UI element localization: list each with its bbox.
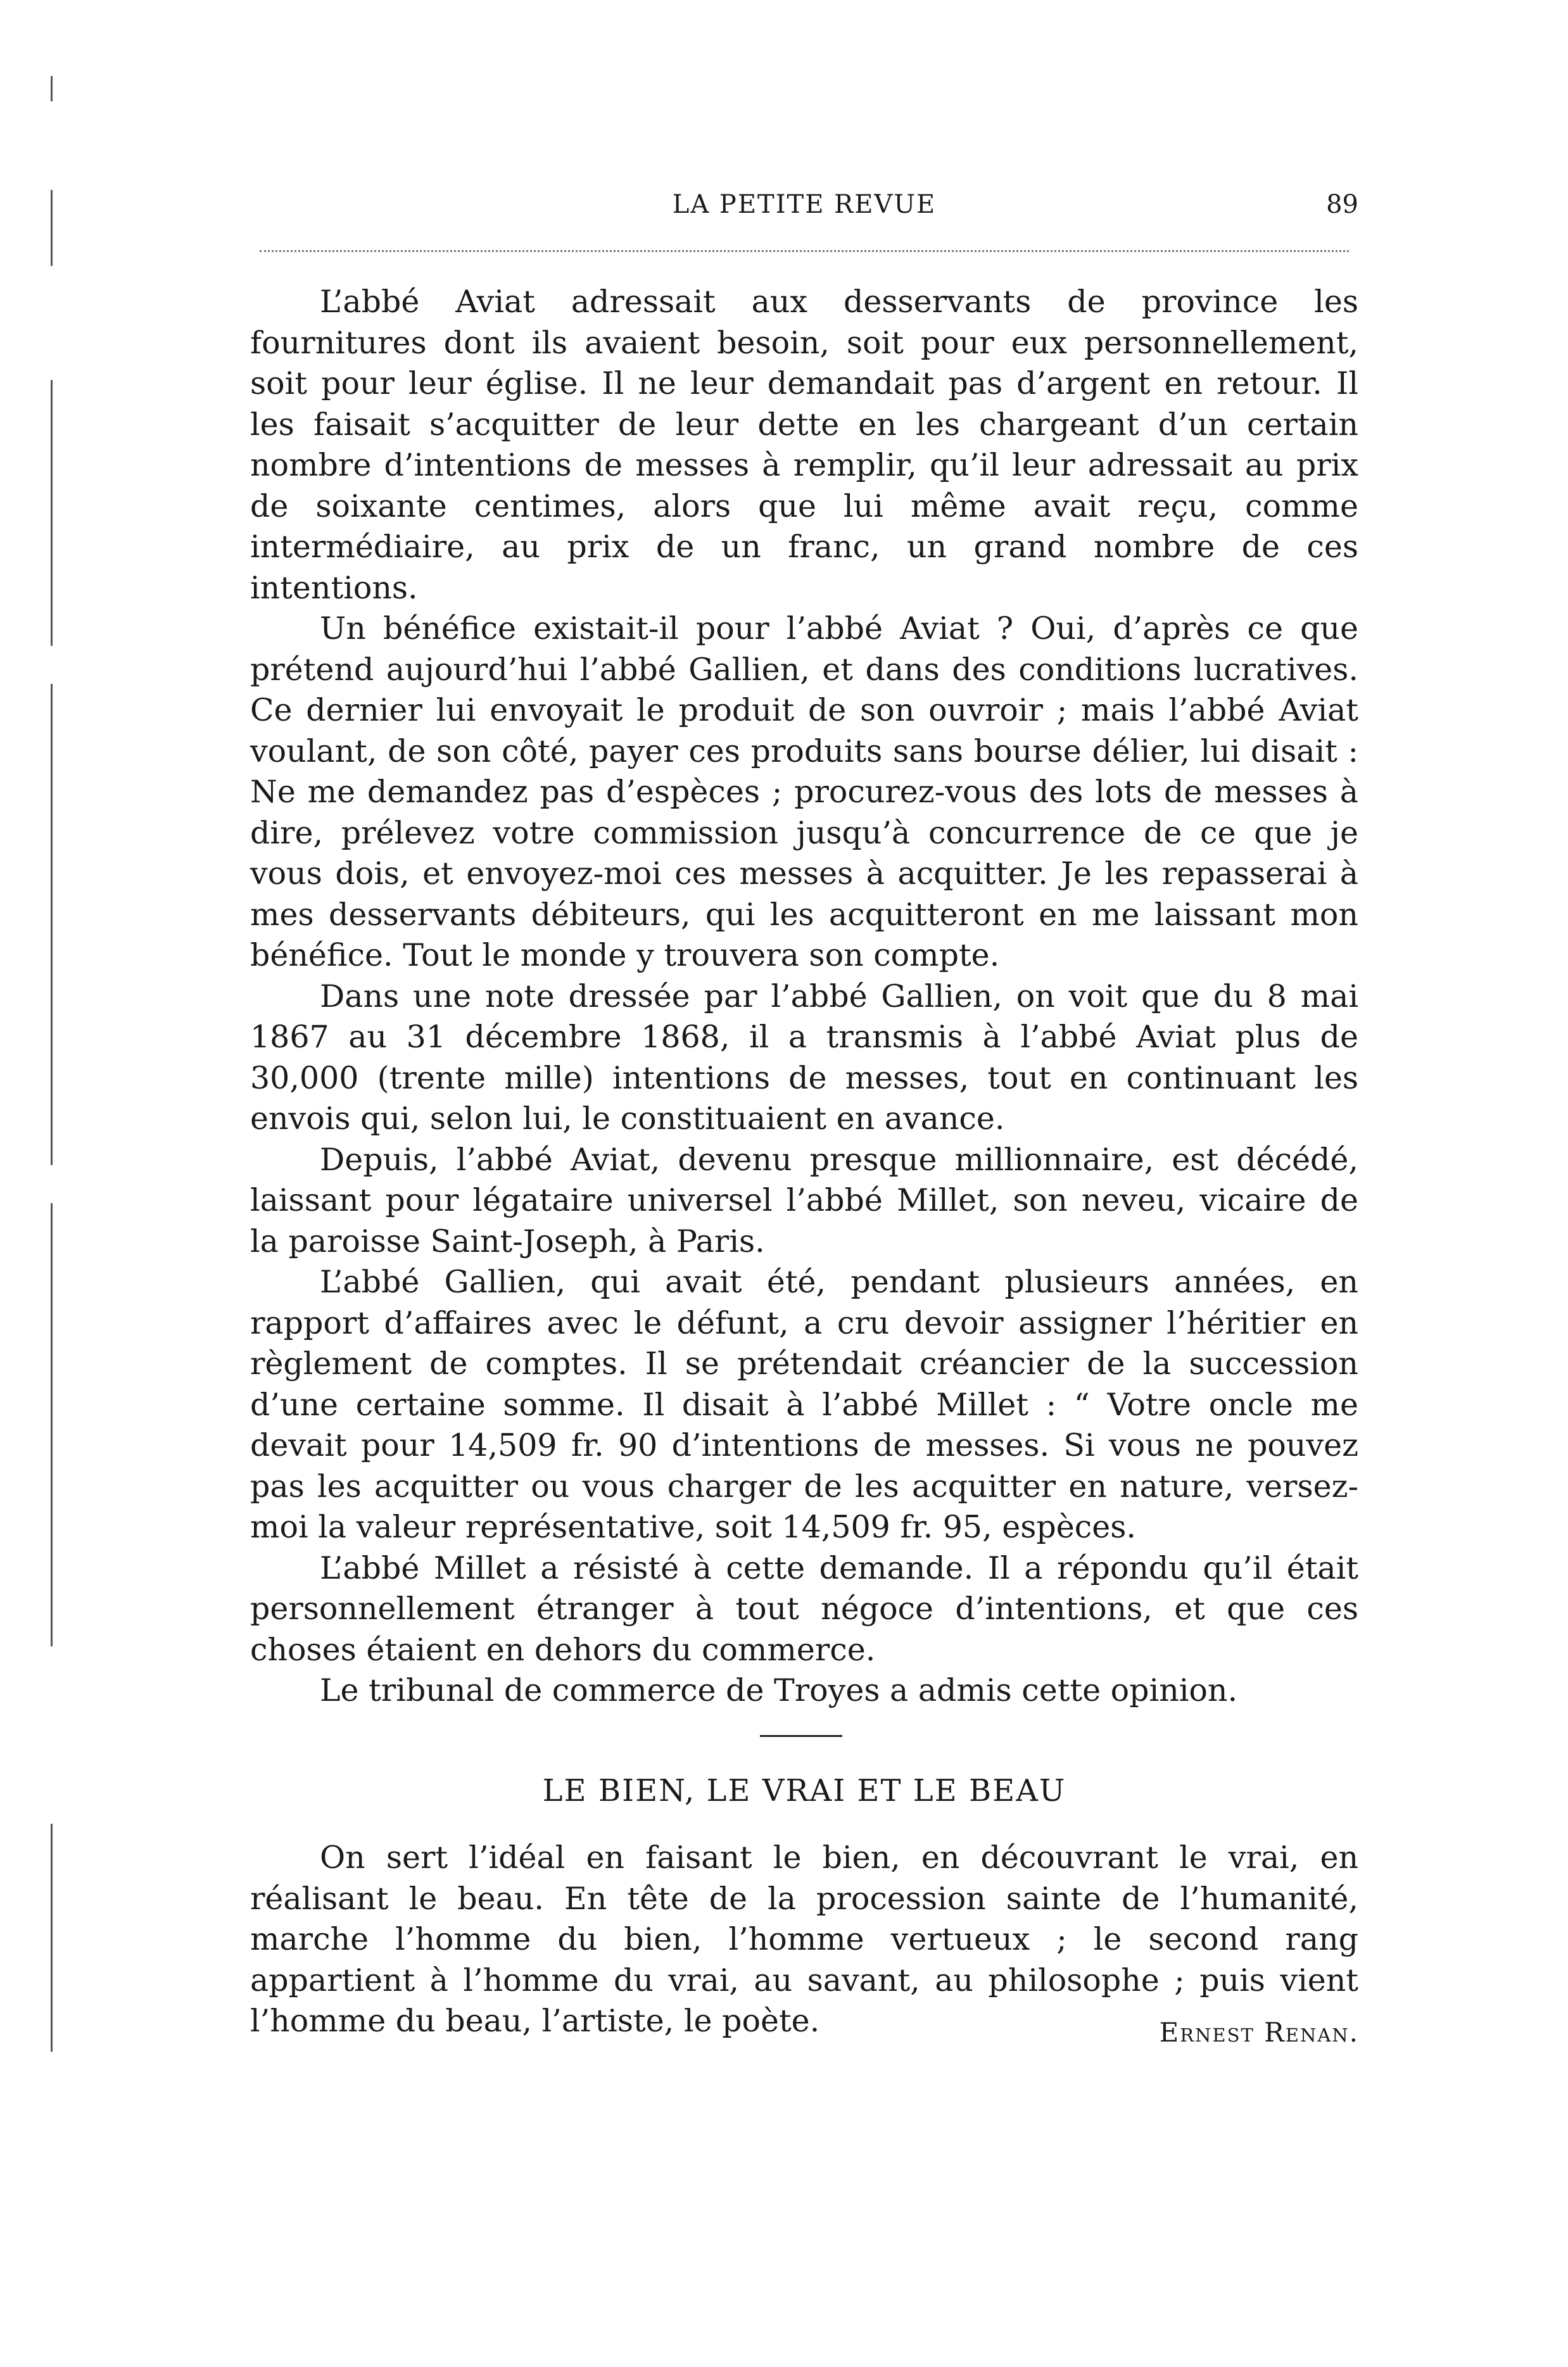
binding-edge-mark [51, 1203, 53, 1646]
binding-edge-mark [51, 190, 53, 266]
author-signature: Ernest Renan. [1159, 2017, 1359, 2048]
article-paragraph: Un bénéfice existait-il pour l’abbé Aviat ? Oui, d’après ce que prétend aujourd’hui l’abbé Gallien, et dans des conditions lucratives. Ce dernier lui envoyait le produit de son ouvroir ; mais l’abbé Aviat voulant, de son côté, payer ces produits sans bourse délier, lui disait : Ne me demandez pas d’espèces ; procurez-vous des lots de messes à dire, prélevez votre commission jusqu’à concurrence de ce que je vous dois, et envoyez-moi ces messes à acquitter. Je les repasserai à mes desservants débiteurs, qui les acquitteront en me laissant mon bénéfice. Tout le monde y trouvera son compte. [250, 610, 1358, 973]
article-paragraph: L’abbé Millet a résisté à cette demande. Il a répondu qu’il était personnellement étranger à tout négoce d’intentions, et que ces choses étaient en dehors du commerce. [250, 1550, 1358, 1668]
quote-paragraph: On sert l’idéal en faisant le bien, en découvrant le vrai, en réalisant le beau. En tête de la procession sainte de l’humanité, marche l’homme du bien, l’homme vertueux ; le second rang appartient à l’homme du vrai, au savant, au philosophe ; puis vient l’homme du beau, l’artiste, le poète. [250, 1840, 1358, 2039]
header-rule [260, 250, 1349, 252]
running-title: LA PETITE REVUE [672, 190, 937, 219]
article-paragraph: L’abbé Aviat adressait aux desservants de province les fournitures dont ils avaient besoin, soit pour eux personnellement, soit pour leur église. Il ne leur demandait pas d’argent en retour. Il les faisait s’acquitter de leur dette en les chargeant d’un certain nombre d’intentions de messes à remplir, qu’il leur adressait au prix de soixante centimes, alors que lui même avait reçu, comme intermédiaire, au prix de un franc, un grand nombre de ces intentions. [250, 284, 1358, 606]
article-paragraph: Dans une note dressée par l’abbé Gallien, on voit que du 8 mai 1867 au 31 décembre 1868, il a transmis à l’abbé Aviat plus de 30,000 (trente mille) intentions de messes, tout en continuant les envois qui, selon lui, le constituaient en avance. [250, 978, 1358, 1137]
article-paragraph: L’abbé Gallien, qui avait été, pendant plusieurs années, en rapport d’affaires avec le défunt, a cru devoir assigner l’héritier en règlement de comptes. Il se prétendait créancier de la succession d’une certaine somme. Il disait à l’abbé Millet : “ Votre oncle me devait pour 14,509 fr. 90 d’intentions de messes. Si vous ne pouvez pas les acquitter ou vous charger de les acquitter en nature, versez-moi la valeur représentative, soit 14,509 fr. 95, espèces. [250, 1264, 1358, 1545]
article-paragraph: Le tribunal de commerce de Troyes a admis cette opinion. [320, 1672, 1238, 1708]
running-head [250, 190, 1358, 234]
section-title: LE BIEN, LE VRAI ET LE BEAU [542, 1773, 1066, 1808]
binding-edge-mark [51, 380, 53, 646]
article-paragraph: Depuis, l’abbé Aviat, devenu presque millionnaire, est décédé, laissant pour légataire universel l’abbé Millet, son neveu, vicaire de la paroisse Saint-Joseph, à Paris. [250, 1141, 1358, 1259]
binding-edge-mark [51, 684, 53, 1165]
section-body [250, 1838, 1358, 2042]
binding-edge-mark [51, 1824, 53, 2052]
page-number: 89 [1326, 190, 1358, 219]
article-body [250, 282, 1358, 1712]
binding-edge-mark [51, 76, 53, 101]
section-divider [760, 1735, 842, 1737]
